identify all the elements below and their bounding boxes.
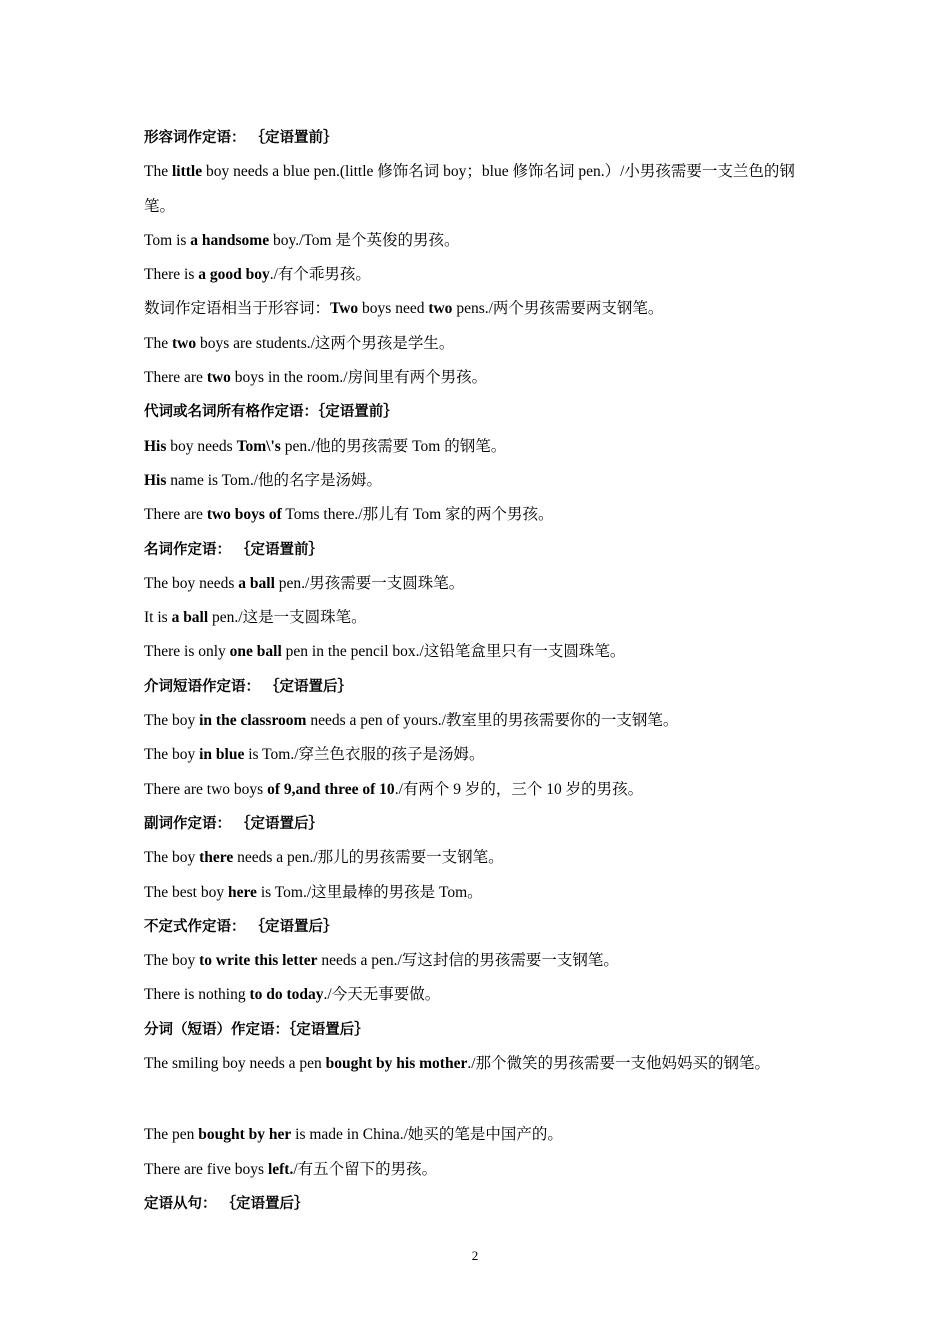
plain-text: boy./Tom 是个英俊的男孩。 bbox=[269, 231, 460, 249]
plain-text: The best boy bbox=[144, 883, 228, 901]
plain-text: is Tom./穿兰色衣服的孩子是汤姆。 bbox=[244, 746, 485, 764]
emphasized-text: a good boy bbox=[198, 266, 270, 284]
emphasized-text: Tom\'s bbox=[236, 437, 281, 455]
plain-text: boys in the room./房间里有两个男孩。 bbox=[230, 369, 488, 387]
emphasized-text: two bbox=[206, 369, 231, 387]
section-heading: 不定式作定语： ｛定语置后｝ bbox=[144, 918, 338, 935]
plain-text: The boy needs bbox=[144, 574, 239, 592]
plain-text: pen./男孩需要一支圆珠笔。 bbox=[274, 574, 465, 592]
emphasized-text: His bbox=[144, 437, 167, 455]
example-sentence bbox=[144, 773, 844, 807]
emphasized-text: left. bbox=[267, 1160, 294, 1178]
plain-text: The boy bbox=[144, 952, 200, 970]
plain-text: pens./两个男孩需要两支钢笔。 bbox=[452, 300, 664, 318]
example-sentence bbox=[144, 944, 844, 978]
plain-text: boys need bbox=[358, 300, 429, 318]
plain-text: The pen bbox=[144, 1126, 199, 1144]
plain-text: The boy bbox=[144, 746, 200, 764]
section-heading: 代词或名词所有格作定语：｛定语置前｝ bbox=[144, 404, 398, 421]
emphasized-text: one ball bbox=[229, 643, 282, 661]
plain-text: There are bbox=[144, 369, 207, 387]
plain-text: is Tom./这里最棒的男孩是 Tom。 bbox=[256, 883, 483, 901]
plain-text: is made in China./她买的笔是中国产的。 bbox=[291, 1126, 563, 1144]
emphasized-text: in blue bbox=[199, 746, 245, 764]
plain-text: needs a pen./那儿的男孩需要一支钢笔。 bbox=[233, 849, 504, 867]
plain-text: /有五个留下的男孩。 bbox=[293, 1160, 438, 1178]
plain-text: name is Tom./他的名字是汤姆。 bbox=[166, 471, 383, 489]
emphasized-text: two bbox=[428, 300, 453, 318]
plain-text: ./今天无事要做。 bbox=[323, 986, 441, 1004]
plain-text: pen in the pencil box./这铅笔盒里只有一支圆珠笔。 bbox=[281, 643, 626, 661]
section-heading: 名词作定语： ｛定语置前｝ bbox=[144, 541, 324, 558]
example-sentence bbox=[144, 978, 844, 1012]
section-heading: 副词作定语： ｛定语置后｝ bbox=[144, 815, 324, 832]
emphasized-text: to do today bbox=[249, 986, 324, 1004]
example-sentence bbox=[144, 876, 844, 910]
plain-text: It is bbox=[144, 609, 172, 627]
plain-text: There are five boys bbox=[144, 1160, 268, 1178]
example-sentence bbox=[144, 224, 844, 258]
emphasized-text: to write this letter bbox=[199, 952, 318, 970]
example-sentence bbox=[144, 738, 844, 772]
emphasized-text: in the classroom bbox=[199, 712, 307, 730]
emphasized-text: there bbox=[199, 849, 234, 867]
plain-text: pen./这是一支圆珠笔。 bbox=[208, 609, 367, 627]
plain-text: needs a pen./写这封信的男孩需要一支钢笔。 bbox=[317, 952, 619, 970]
plain-text: pen./他的男孩需要 Tom 的钢笔。 bbox=[280, 437, 507, 455]
plain-text: The boy bbox=[144, 849, 200, 867]
emphasized-text: a ball bbox=[171, 609, 209, 627]
plain-text: boys are students./这两个男孩是学生。 bbox=[196, 334, 455, 352]
plain-text: The bbox=[144, 334, 172, 352]
plain-text: boy needs a blue pen.(little 修饰名词 boy；blue 修饰名词 pen.）/小男孩需要一支兰色的钢笔。 bbox=[144, 163, 795, 215]
example-sentence bbox=[144, 635, 844, 669]
plain-text: 数词作定语相当于形容词： bbox=[144, 300, 331, 318]
example-sentence bbox=[144, 704, 844, 738]
section-heading: 形容词作定语： ｛定语置前｝ bbox=[144, 130, 338, 146]
emphasized-text: His bbox=[144, 471, 167, 489]
plain-text: ./有两个 9 岁的，三个 10 岁的男孩。 bbox=[394, 780, 644, 798]
plain-text: There is only bbox=[144, 643, 230, 661]
document-body bbox=[144, 121, 844, 1221]
example-sentence bbox=[144, 1118, 844, 1152]
page-number: 2 bbox=[471, 1248, 479, 1263]
example-sentence bbox=[144, 464, 844, 498]
emphasized-text: a ball bbox=[238, 574, 275, 592]
emphasized-text: little bbox=[171, 163, 203, 181]
emphasized-text: Two bbox=[330, 300, 359, 318]
plain-text: There are two boys bbox=[144, 780, 268, 798]
plain-text: The smiling boy needs a pen bbox=[144, 1055, 326, 1073]
plain-text: boy needs bbox=[166, 437, 237, 455]
plain-text: Toms there./那儿有 Tom 家的两个男孩。 bbox=[281, 506, 554, 524]
plain-text: There is bbox=[144, 266, 199, 284]
plain-text: The boy bbox=[144, 712, 200, 730]
emphasized-text: here bbox=[227, 883, 257, 901]
emphasized-text: bought by his mother bbox=[325, 1055, 468, 1073]
example-sentence bbox=[144, 498, 844, 532]
plain-text: ./那个微笑的男孩需要一支他妈妈买的钢笔。 bbox=[467, 1055, 771, 1073]
section-heading: 介词短语作定语： ｛定语置后｝ bbox=[144, 678, 353, 695]
plain-text: needs a pen of yours./教室里的男孩需要你的一支钢笔。 bbox=[306, 712, 679, 730]
example-sentence bbox=[144, 155, 812, 224]
example-sentence bbox=[144, 361, 844, 395]
plain-text: There are bbox=[144, 506, 207, 524]
plain-text: There is nothing bbox=[144, 986, 250, 1004]
plain-text: ./有个乖男孩。 bbox=[269, 266, 371, 284]
example-sentence bbox=[144, 841, 844, 875]
section-heading: 定语从句： ｛定语置后｝ bbox=[144, 1195, 309, 1212]
plain-text: Tom is bbox=[144, 231, 191, 249]
emphasized-text: a handsome bbox=[190, 231, 270, 249]
emphasized-text: two bbox=[171, 334, 197, 352]
section-heading: 分词（短语）作定语：｛定语置后｝ bbox=[144, 1021, 369, 1038]
plain-text: The bbox=[144, 163, 172, 181]
emphasized-text: bought by her bbox=[198, 1126, 292, 1144]
emphasized-text: of 9,and three of 10 bbox=[267, 780, 395, 798]
emphasized-text: two boys of bbox=[206, 506, 282, 524]
example-sentence bbox=[144, 258, 844, 292]
example-sentence bbox=[144, 567, 844, 601]
example-sentence bbox=[144, 1047, 844, 1081]
example-sentence bbox=[144, 601, 844, 635]
example-sentence bbox=[144, 1153, 844, 1187]
example-sentence bbox=[144, 327, 844, 361]
example-sentence bbox=[144, 292, 844, 326]
example-sentence bbox=[144, 430, 844, 464]
